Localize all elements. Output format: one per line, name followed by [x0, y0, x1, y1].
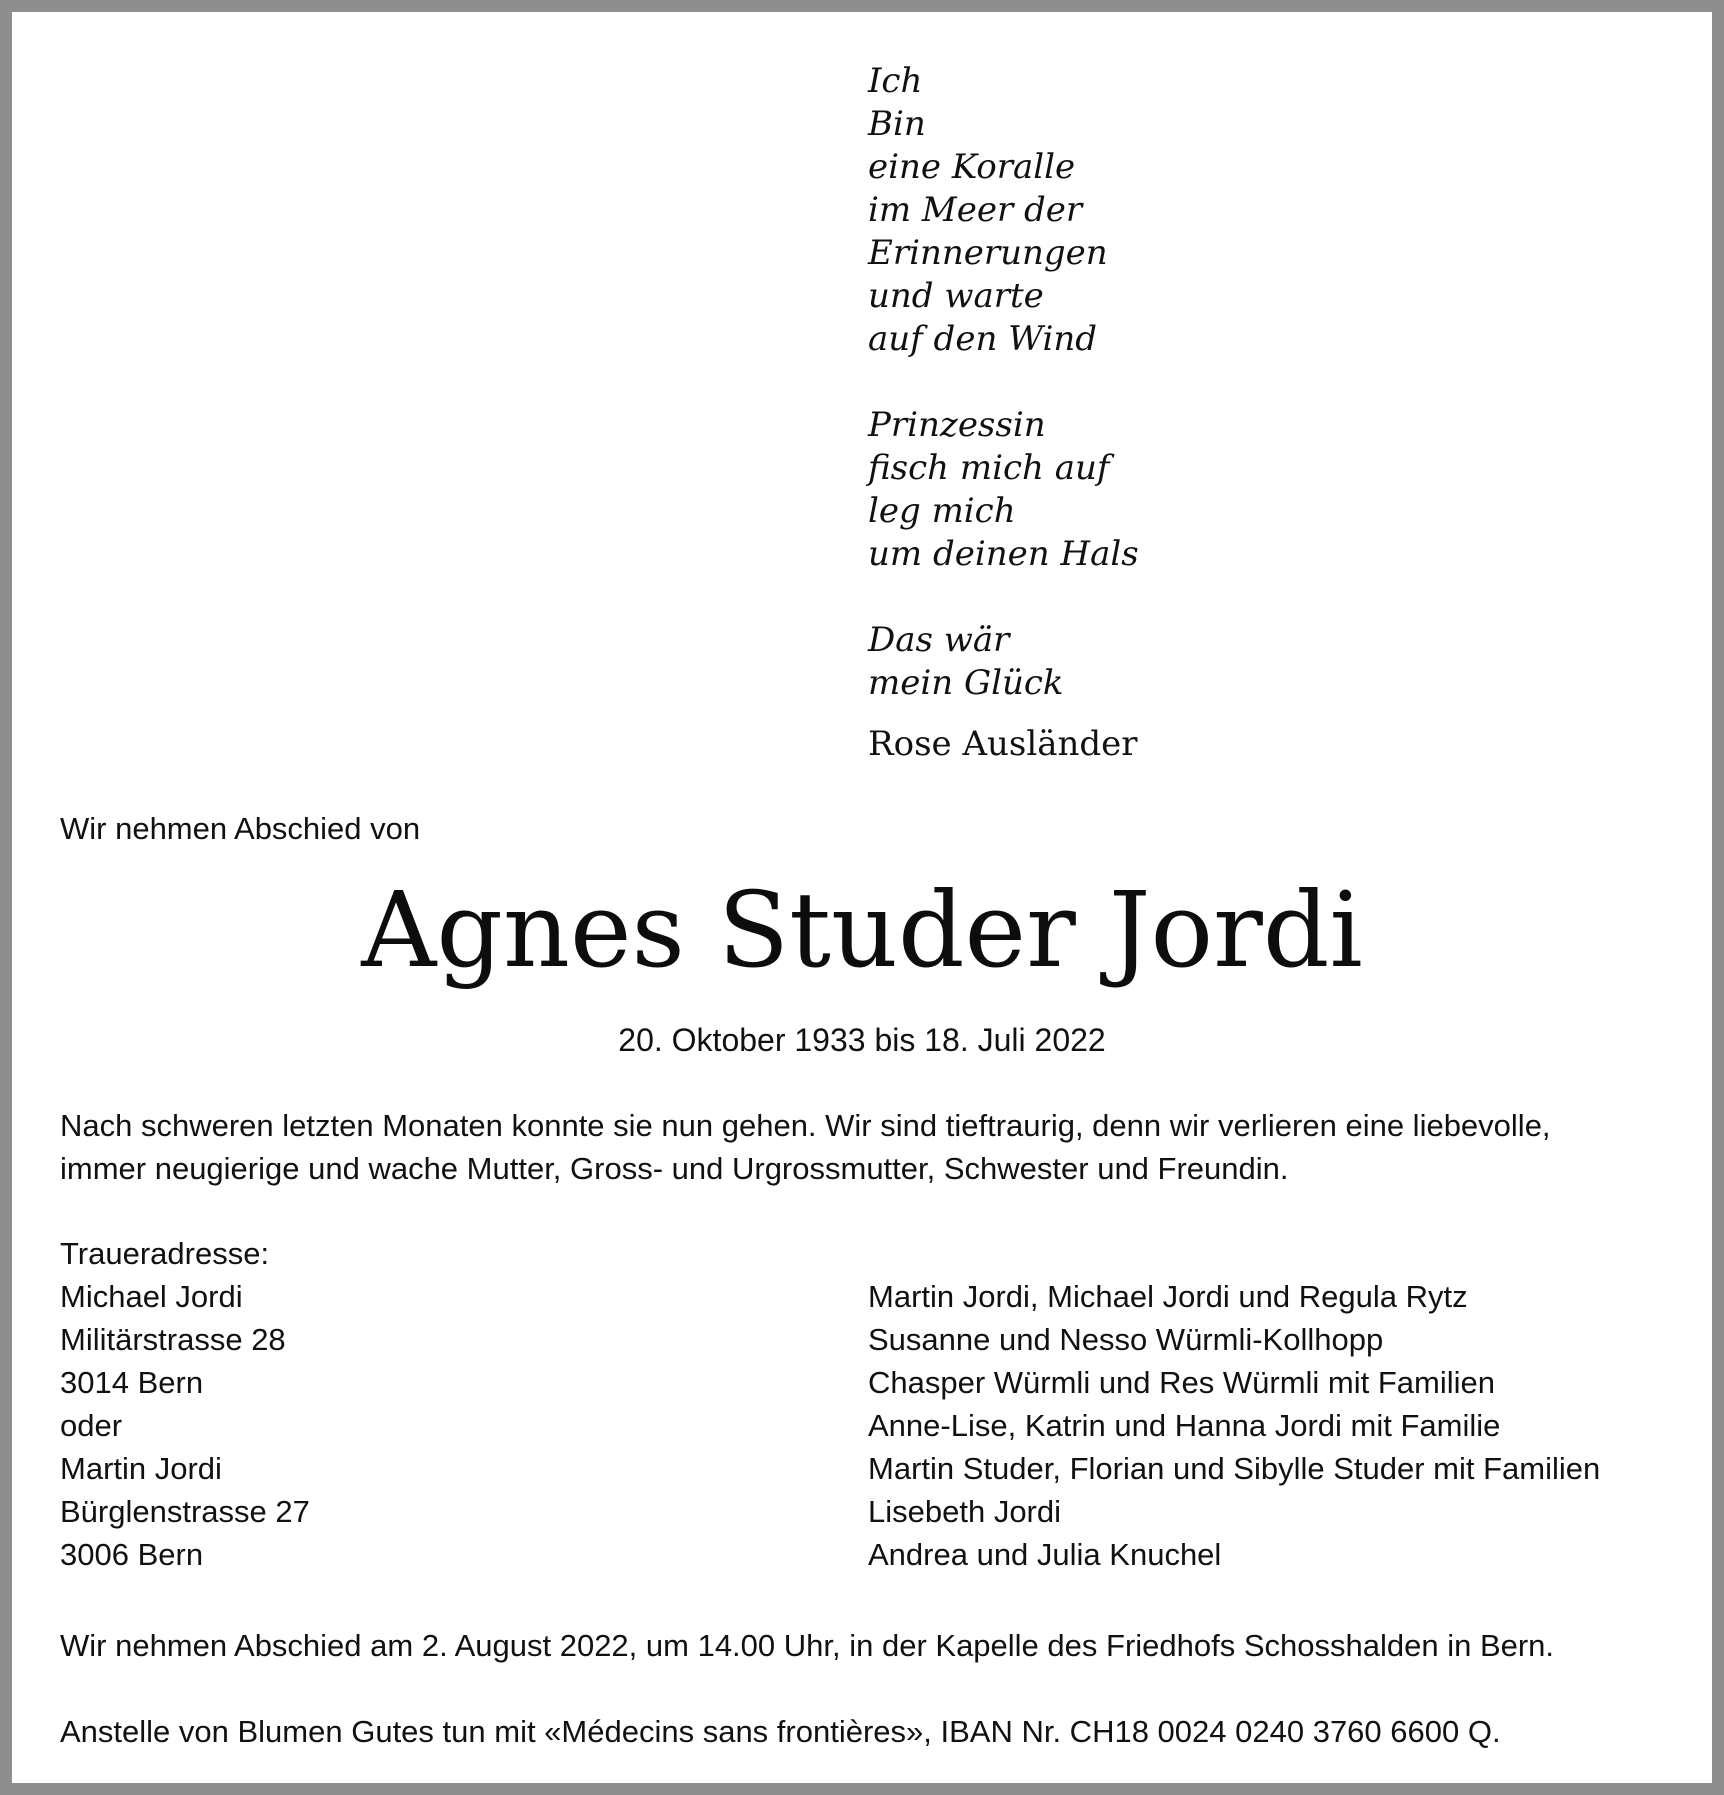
poem-line: Das wär	[868, 620, 1010, 660]
mourner-line: Susanne und Nesso Würmli-Kollhopp	[868, 1322, 1384, 1357]
intro-text: Wir nehmen Abschied von	[60, 811, 421, 846]
poem	[868, 60, 1139, 705]
poem-line: Prinzessin	[868, 405, 1046, 445]
poem-line: um deinen Hals	[868, 534, 1139, 574]
address-line: Martin Jordi	[60, 1451, 222, 1486]
mourner-line: Chasper Würmli und Res Würmli mit Familien	[868, 1365, 1496, 1400]
mourner-line: Martin Jordi, Michael Jordi und Regula Rytz	[868, 1279, 1468, 1314]
address-line: Michael Jordi	[60, 1279, 243, 1314]
address-line: oder	[60, 1408, 123, 1443]
poem-line: Bin	[868, 104, 926, 144]
mourners-list	[868, 1275, 1600, 1576]
poem-stanza	[868, 619, 1139, 705]
poem-line: auf den Wind	[868, 319, 1098, 359]
poem-stanza	[868, 404, 1139, 576]
mourner-line: Andrea und Julia Knuchel	[868, 1537, 1222, 1572]
farewell-details: Wir nehmen Abschied am 2. August 2022, um 14.00 Uhr, in der Kapelle des Friedhofs Schosshalden in Bern.	[60, 1628, 1555, 1663]
donation-note: Anstelle von Blumen Gutes tun mit «Médecins sans frontières», IBAN Nr. CH18 0024 0240 3760 6600 Q.	[60, 1714, 1501, 1749]
message-line: Nach schweren letzten Monaten konnte sie nun gehen. Wir sind tieftraurig, denn wir verlieren eine liebevolle,	[60, 1108, 1551, 1143]
obituary-page	[12, 12, 1712, 1783]
address-line: 3014 Bern	[60, 1365, 204, 1400]
mourner-line: Lisebeth Jordi	[868, 1494, 1062, 1529]
poem-line: und warte	[868, 276, 1044, 316]
mourner-line: Martin Studer, Florian und Sibylle Studer mit Familien	[868, 1451, 1601, 1486]
poem-line: im Meer der	[868, 190, 1083, 230]
message-line: immer neugierige und wache Mutter, Gross- und Urgrossmutter, Schwester und Freundin.	[60, 1151, 1289, 1186]
poem-stanza	[868, 60, 1139, 361]
poem-line: Erinnerungen	[868, 233, 1108, 273]
poem-line: fisch mich auf	[868, 448, 1110, 488]
life-dates: 20. Oktober 1933 bis 18. Juli 2022	[618, 1022, 1106, 1058]
address-line: Bürglenstrasse 27	[60, 1494, 310, 1529]
poem-line: mein Glück	[868, 663, 1064, 703]
poem-line: Ich	[868, 61, 923, 101]
poem-line: eine Koralle	[868, 147, 1076, 187]
mourning-address	[60, 1232, 310, 1576]
deceased-name: Agnes Studer Jordi	[361, 869, 1363, 991]
address-line: 3006 Bern	[60, 1537, 204, 1572]
mourner-line: Anne-Lise, Katrin und Hanna Jordi mit Familie	[868, 1408, 1501, 1443]
obituary-message	[60, 1104, 1690, 1190]
poem-line: leg mich	[868, 491, 1016, 531]
poem-author: Rose Ausländer	[868, 724, 1138, 764]
address-line: Traueradresse:	[60, 1236, 270, 1271]
address-line: Militärstrasse 28	[60, 1322, 286, 1357]
